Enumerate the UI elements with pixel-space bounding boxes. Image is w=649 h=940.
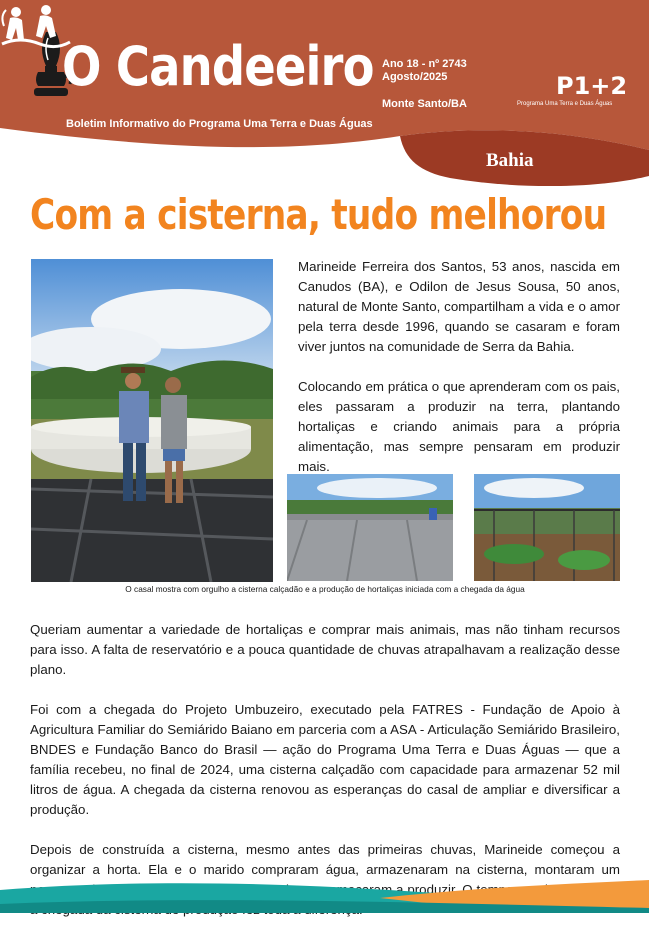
- couple-cistern-photo: [31, 259, 273, 582]
- region-label: Bahia: [486, 150, 534, 171]
- photo-caption: O casal mostra com orgulho a cisterna calçadão e a produção de hortaliças iniciada com a chegada da água: [125, 584, 525, 594]
- program-logo-icon: [0, 0, 128, 64]
- issue-info: [382, 58, 467, 111]
- body-paragraph: Depois de construída a cisterna, mesmo antes das primeiras chuvas, Marineide começou a organizar a horta. Ela e o marido compraram água, armazenaram na cisterna, montaram um a produzir. O: [30, 842, 620, 897]
- intro-paragraph: Colocando em prática o que aprenderam com os pais, eles passaram a produzir na terra, plantando hortaliças e criando animais para a própria alimentação, mas sempre pensaram em produzir mais.: [298, 379, 620, 474]
- body-paragraph: Queriam aumentar a variedade de hortaliças e comprar mais animais, mas não tinham recursos para isso. A falta de reservatório e a pouca quantidade de chuvas atrapalhavam a realização desse plano.: [30, 622, 620, 677]
- program-logo-text: P1+2: [556, 72, 628, 100]
- intro-paragraph: Marineide Ferreira dos Santos, 53 anos, nascida em Canudos (BA), e Odilon de Jesus Sousa, 50 anos, natural de Monte Santo, compartilham a vida e o amor pela terra desde 1996, quando se casaram e foram viver juntos na comunidade de Serra da Bahia.: [298, 259, 620, 354]
- issue-number: Ano 18 - nº 2743: [382, 58, 467, 70]
- newsletter-subtitle: Boletim Informativo do Programa Uma Terra e Duas Águas: [66, 118, 373, 130]
- issue-date: Agosto/2025: [382, 71, 448, 83]
- intro-text: [298, 257, 620, 497]
- article-headline: Com a cisterna, tudo melhorou: [30, 190, 607, 239]
- body-paragraph: Foi com a chegada do Projeto Umbuzeiro, executado pela FATRES - Fundação de Apoio à Agricultura Familiar do Semiárido Baiano em parceria com a ASA - Articulação Semiárido Brasileiro, BNDES e Fundação Banco do Brasil — ação do Programa Uma Terra e Duas Águas — que a família recebeu, no final de 2024, uma cisterna calçadão com capacidade para armazenar 52 mil litros de água. A chegada da cisterna renovou as esperanças do casal de ampliar e diversificar a produção.: [30, 702, 620, 817]
- masthead: [0, 0, 649, 190]
- program-logo-caption: Programa Uma Terra e Duas Águas: [517, 101, 613, 107]
- footer-wave: [0, 878, 649, 913]
- newsletter-title: O Candeeiro: [62, 35, 374, 98]
- issue-location: Monte Santo/BA: [382, 98, 467, 110]
